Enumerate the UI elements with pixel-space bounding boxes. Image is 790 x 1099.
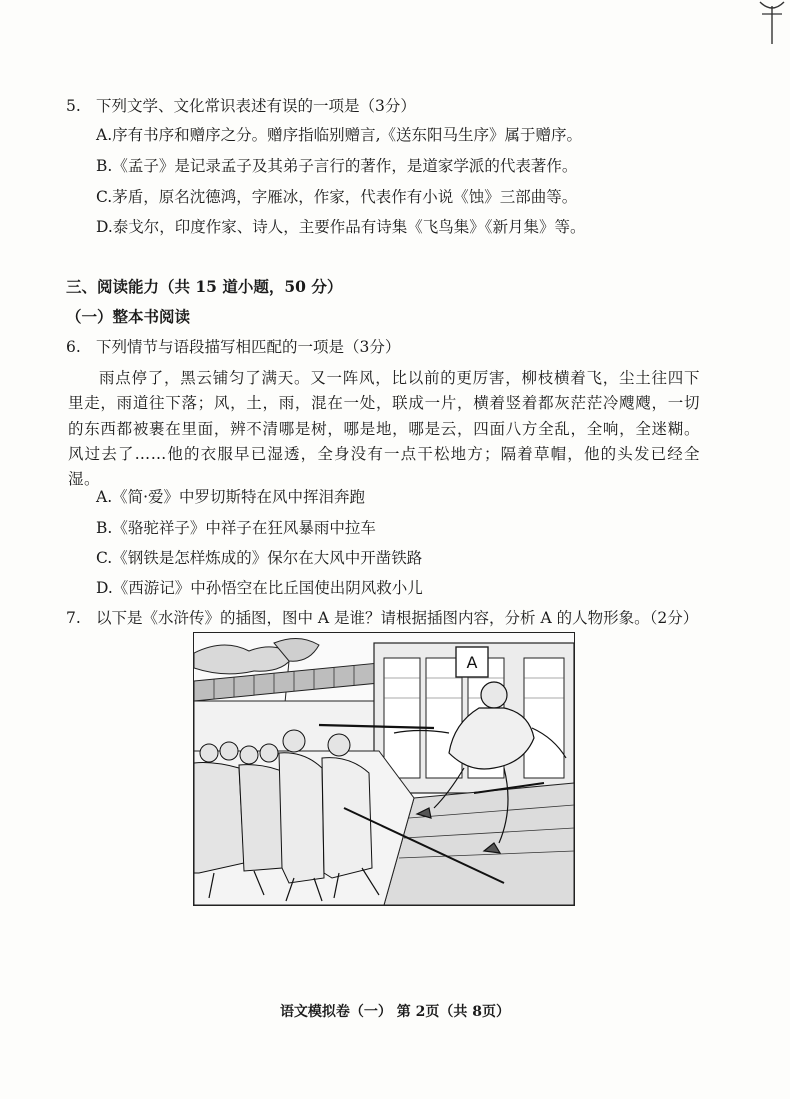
q5-option-a: A.序有书序和赠序之分。赠序指临别赠言,《送东阳马生序》属于赠序。 — [96, 126, 583, 144]
illustration-drawing — [194, 633, 574, 905]
q6-passage: 雨点停了，黑云铺匀了满天。又一阵风，比以前的更厉害，柳枝横着飞，尘土往四下里走，雨道往下落；风，土，雨，混在一处，联成一片，横着竖着都灰茫茫冷飕飕，一切的东西都被裹在里面，辨不清哪是树，哪是地，哪是云，四面八方全乱，全响，全迷糊。风过去了……他的衣服早已湿透，全身没有一点干松地方；隔着草帽，他的头发已经全湿。 — [68, 369, 700, 489]
q5-option-c: C.茅盾，原名沈德鸿，字雁冰，作家，代表作有小说《蚀》三部曲等。 — [96, 188, 578, 206]
q7-number: 7. — [66, 609, 81, 627]
q5-stem: 下列文学、文化常识表述有误的一项是（3分） — [96, 97, 416, 115]
sub-section-heading: （一）整本书阅读 — [66, 307, 191, 326]
q6-option-b: B.《骆驼祥子》中祥子在狂风暴雨中拉车 — [96, 519, 376, 537]
q6-option-c: C.《钢铁是怎样炼成的》保尔在大风中开凿铁路 — [96, 549, 423, 567]
q6-option-a: A.《简·爱》中罗切斯特在风中挥泪奔跑 — [96, 488, 366, 506]
figure-label-a: A — [466, 653, 478, 672]
section-heading: 三、阅读能力（共 15 道小题，50 分） — [66, 277, 343, 296]
q6-option-d: D.《西游记》中孙悟空在比丘国使出阴风救小儿 — [96, 579, 423, 597]
corner-binding-mark — [756, 0, 788, 44]
water-margin-illustration — [193, 632, 575, 906]
q5-option-d: D.泰戈尔，印度作家、诗人，主要作品有诗集《飞鸟集》《新月集》等。 — [96, 218, 586, 236]
q6-number: 6. — [66, 338, 81, 356]
q5-option-b: B.《孟子》是记录孟子及其弟子言行的著作，是道家学派的代表著作。 — [96, 157, 578, 175]
q6-stem: 下列情节与语段描写相匹配的一项是（3分） — [96, 338, 401, 356]
q7-stem: 以下是《水浒传》的插图，图中 A 是谁？请根据插图内容，分析 A 的人物形象。（2分） — [96, 609, 699, 627]
page-footer: 语文模拟卷（一） 第 2页（共 8页） — [279, 1004, 511, 1020]
q5-number: 5. — [66, 97, 81, 115]
